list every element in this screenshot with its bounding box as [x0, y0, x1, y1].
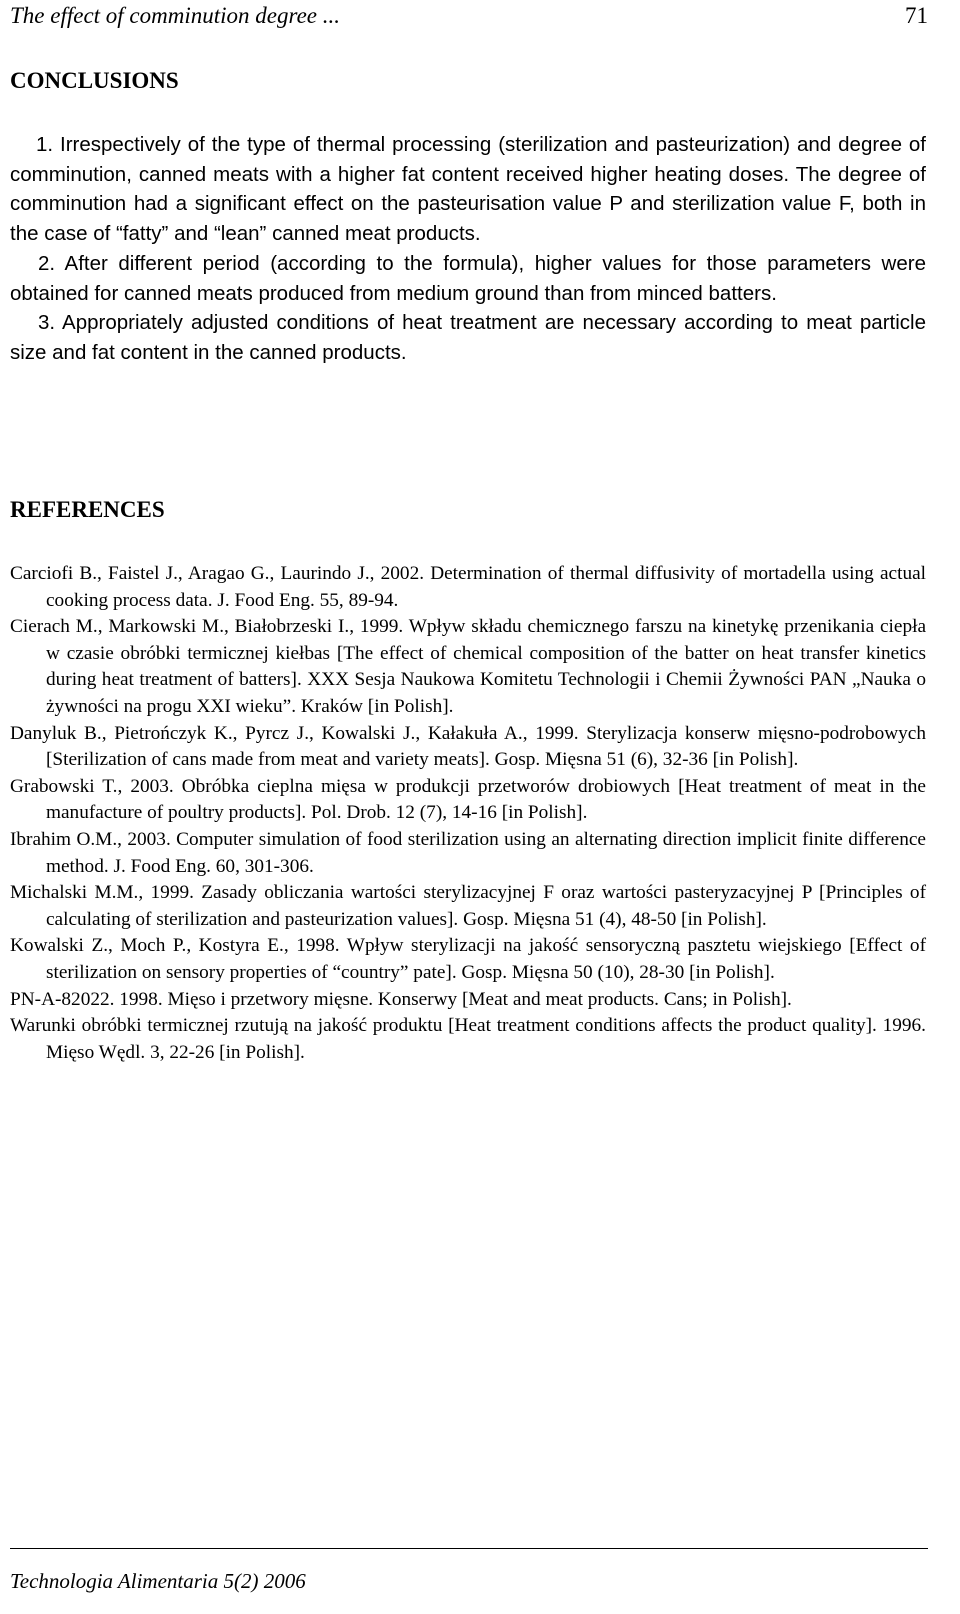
reference-item: Warunki obróbki termicznej rzutują na jakość produktu [Heat treatment conditions affects the product quality]. 1996. Mięso Wędl. 3, 22-26 [in Polish].: [10, 1015, 926, 1063]
running-head: [10, 1, 928, 31]
reference-item: Carciofi B., Faistel J., Aragao G., Laurindo J., 2002. Determination of thermal diffusivity of mortadella using actual cooking process data. J. Food Eng. 55, 89-94.: [10, 563, 926, 611]
reference-item: Kowalski Z., Moch P., Kostyra E., 1998. Wpływ sterylizacji na jakość sensoryczną pasztetu wiejskiego [Effect of sterilization on sensory properties of “country” pate]. Gosp. Mięsna 50 (10), 28-30 [in Polish].: [10, 935, 926, 983]
page-number: 71: [905, 3, 928, 28]
conclusion-item-2: 2. After different period (according to the formula), higher values for those parameters were obtained for canned meats produced from medium ground than from minced batters.: [10, 251, 926, 305]
reference-item: Ibrahim O.M., 2003. Computer simulation of food sterilization using an alternating direction implicit finite difference method. J. Food Eng. 60, 301-306.: [10, 828, 926, 877]
conclusion-item-3: 3. Appropriately adjusted conditions of heat treatment are necessary according to meat particle size and fat content in the canned products.: [10, 311, 926, 364]
reference-item: Michalski M.M., 1999. Zasady obliczania wartości sterylizacyjnej F oraz wartości pasteryzacyjnej P [Principles of calculating of sterilization and pasteurization values]. Gosp. Mięsna 51 (4), 48-50 [in Polish].: [10, 882, 926, 930]
references-heading: REFERENCES: [10, 497, 165, 522]
footer-rule: [10, 1548, 928, 1549]
reference-item: Danyluk B., Pietrończyk K., Pyrcz J., Kowalski J., Kałakuła A., 1999. Sterylizacja konserw mięsno-podrobowych [Sterilization of cans made from meat and variety meats]. Gosp. Mięsna 51 (6), 32-36 [in Polish].: [10, 722, 926, 771]
references-list: [10, 561, 926, 1066]
reference-item: Grabowski T., 2003. Obróbka cieplna mięsa w produkcji przetworów drobiowych [Heat treatment of meat in the manufacture of poultry products]. Pol. Drob. 12 (7), 14-16 [in Polish].: [10, 775, 926, 824]
conclusions-heading: CONCLUSIONS: [10, 68, 179, 93]
running-title: The effect of comminution degree ...: [10, 3, 341, 28]
conclusions-section: [10, 130, 926, 368]
conclusion-item-1: 1. Irrespectively of the type of thermal processing (sterilization and pasteurization) and degree of comminution, canned meats with a higher fat content received higher heating doses. The degree of comminution had a significant effect on the pasteurisation value P and sterilization value F, both in the case of “fatty” and “lean” canned meat products.: [10, 133, 926, 246]
reference-item: Cierach M., Markowski M., Białobrzeski I., 1999. Wpływ składu chemicznego farszu na kinetykę przenikania ciepła w czasie obróbki termicznej kiełbas [The effect of chemical composition of the batter on heat transfer kinetics during heat treatment of batters]. XXX Sesja Naukowa Komitetu Technologii i Chemii Żywności PAN „Nauka o żywności na progu XXI wieku”. Kraków [in Polish].: [10, 616, 926, 717]
paper-page: [10, 0, 928, 1614]
journal-footer: Technologia Alimentaria 5(2) 2006: [10, 1569, 306, 1593]
reference-item: PN-A-82022. 1998. Mięso i przetwory mięsne. Konserwy [Meat and meat products. Cans; in Polish].: [10, 988, 792, 1010]
